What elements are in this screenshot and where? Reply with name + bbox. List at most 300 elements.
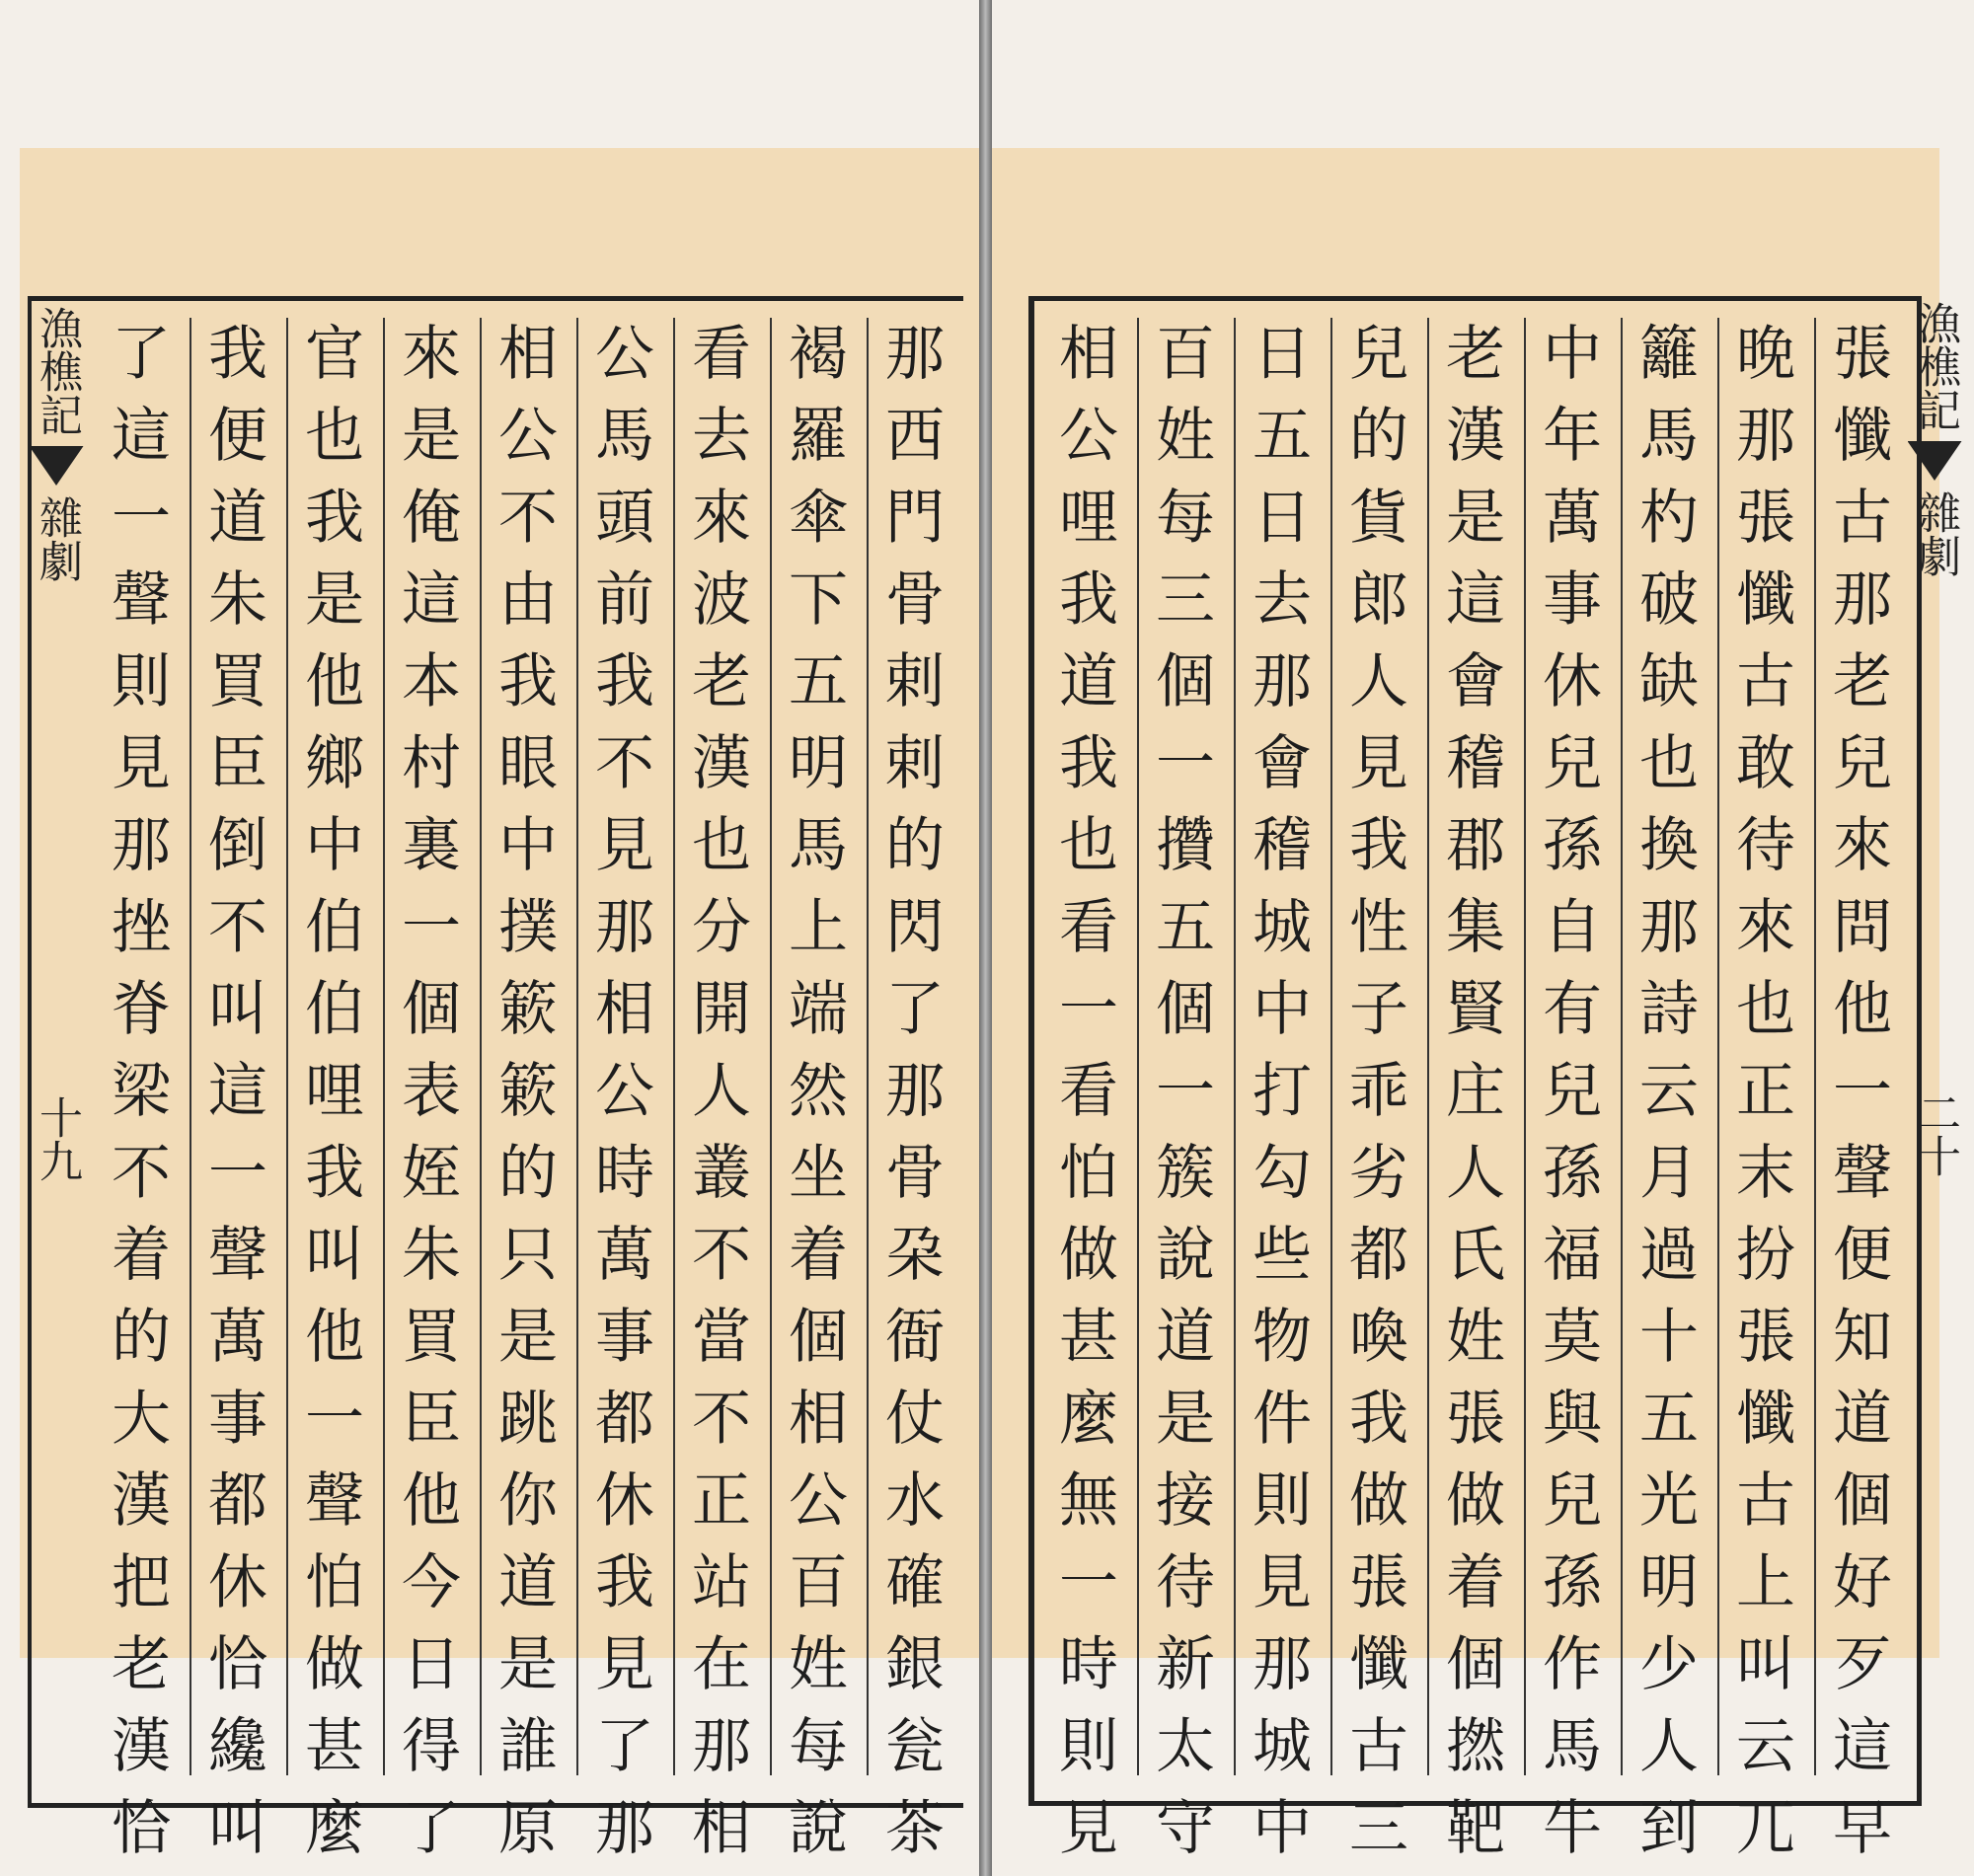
character: 脊 xyxy=(112,975,171,1044)
character: 兒 xyxy=(1543,729,1602,798)
left-column-rule xyxy=(867,318,869,1775)
character: 事 xyxy=(1543,565,1602,635)
character: 相 xyxy=(1059,320,1118,389)
character: 中 xyxy=(1543,320,1602,389)
character: 是 xyxy=(1446,484,1505,553)
character: 馬 xyxy=(1639,402,1699,471)
character: 簌 xyxy=(498,1057,558,1126)
character: 乖 xyxy=(1349,1057,1408,1126)
character: 他 xyxy=(402,1466,461,1536)
right-column-rule xyxy=(1717,318,1719,1775)
character: 是 xyxy=(1156,1385,1215,1454)
character: 撚 xyxy=(1446,1712,1505,1781)
character: 恰 xyxy=(112,1794,171,1863)
character: 萬 xyxy=(208,1303,267,1372)
character: 買 xyxy=(208,647,267,716)
character: 波 xyxy=(692,565,751,635)
character: 來 xyxy=(1833,811,1892,880)
character: 郎 xyxy=(1349,565,1408,635)
character: 一 xyxy=(1059,1548,1118,1617)
left-text-column xyxy=(683,314,760,1870)
left-column-rule xyxy=(770,318,772,1775)
character: 一 xyxy=(402,893,461,962)
character: 件 xyxy=(1253,1385,1312,1454)
character: 撲 xyxy=(498,893,558,962)
character: 城 xyxy=(1253,1712,1312,1781)
character: 中 xyxy=(498,811,558,880)
character: 本 xyxy=(402,647,461,716)
character: 月 xyxy=(1639,1139,1699,1208)
character: 中 xyxy=(1253,975,1312,1044)
character: 那 xyxy=(112,811,171,880)
character: 梁 xyxy=(112,1057,171,1126)
character: 當 xyxy=(692,1303,751,1372)
right-text-column xyxy=(1824,314,1901,1870)
character: 做 xyxy=(1349,1466,1408,1536)
character: 做 xyxy=(305,1630,364,1699)
character: 也 xyxy=(1059,811,1118,880)
character: 正 xyxy=(692,1466,751,1536)
character: 傘 xyxy=(789,484,848,553)
character: 年 xyxy=(1543,402,1602,471)
left-page-margin xyxy=(32,306,81,1182)
character: 站 xyxy=(692,1548,751,1617)
character: 與 xyxy=(1543,1385,1602,1454)
character: 兀 xyxy=(1736,1794,1795,1863)
character: 劣 xyxy=(1349,1139,1408,1208)
left-column-rule xyxy=(480,318,482,1775)
character: 牛 xyxy=(1543,1794,1602,1863)
character: 那 xyxy=(1253,1630,1312,1699)
character: 懺 xyxy=(1736,565,1795,635)
left-text-column xyxy=(586,314,663,1870)
character: 集 xyxy=(1446,893,1505,962)
character: 聲 xyxy=(1833,1139,1892,1208)
character: 不 xyxy=(692,1385,751,1454)
character: 一 xyxy=(112,484,171,553)
left-folio: 十九 xyxy=(32,1095,82,1182)
character: 萬 xyxy=(1543,484,1602,553)
character: 老 xyxy=(112,1630,171,1699)
character: 好 xyxy=(1833,1548,1892,1617)
character: 郡 xyxy=(1446,811,1505,880)
character: 賢 xyxy=(1446,975,1505,1044)
right-column-rule xyxy=(1137,318,1139,1775)
character: 挫 xyxy=(112,893,171,962)
character: 恰 xyxy=(208,1630,267,1699)
left-text-column xyxy=(103,314,180,1870)
character: 姪 xyxy=(402,1139,461,1208)
character: 過 xyxy=(1639,1221,1699,1290)
character: 甚 xyxy=(1059,1303,1118,1372)
character: 他 xyxy=(305,1303,364,1372)
right-column-rule xyxy=(1621,318,1623,1775)
left-text-column xyxy=(393,314,470,1870)
character: 也 xyxy=(1736,975,1795,1044)
character: 叫 xyxy=(305,1221,364,1290)
character: 着 xyxy=(1446,1548,1505,1617)
character: 來 xyxy=(402,320,461,389)
character: 去 xyxy=(1253,565,1312,635)
character: 末 xyxy=(1736,1139,1795,1208)
character: 相 xyxy=(789,1385,848,1454)
character: 伯 xyxy=(305,893,364,962)
character: 公 xyxy=(595,320,654,389)
character: 確 xyxy=(885,1548,945,1617)
character: 來 xyxy=(692,484,751,553)
character: 叫 xyxy=(1736,1630,1795,1699)
character: 那 xyxy=(595,1794,654,1863)
character: 做 xyxy=(1059,1221,1118,1290)
character: 老 xyxy=(1446,320,1505,389)
character: 伯 xyxy=(305,975,364,1044)
character: 看 xyxy=(692,320,751,389)
character: 扮 xyxy=(1736,1221,1795,1290)
character: 端 xyxy=(789,975,848,1044)
character: 些 xyxy=(1253,1221,1312,1290)
character: 了 xyxy=(112,320,171,389)
character: 兒 xyxy=(1543,1466,1602,1536)
character: 聲 xyxy=(112,565,171,635)
character: 老 xyxy=(1833,647,1892,716)
character: 我 xyxy=(305,1139,364,1208)
character: 自 xyxy=(1543,893,1602,962)
character: 日 xyxy=(1253,320,1312,389)
right-column-rule xyxy=(1427,318,1429,1775)
character: 瓮 xyxy=(885,1712,945,1781)
character: 哩 xyxy=(305,1057,364,1126)
character: 個 xyxy=(1156,647,1215,716)
right-text-column xyxy=(1244,314,1321,1870)
character: 聲 xyxy=(305,1466,364,1536)
character: 人 xyxy=(1446,1139,1505,1208)
character: 性 xyxy=(1349,893,1408,962)
character: 那 xyxy=(692,1712,751,1781)
character: 一 xyxy=(208,1139,267,1208)
character: 莫 xyxy=(1543,1303,1602,1372)
character: 早 xyxy=(1833,1794,1892,1863)
character: 到 xyxy=(1639,1794,1699,1863)
left-column-rule xyxy=(383,318,385,1775)
character: 由 xyxy=(498,565,558,635)
character: 我 xyxy=(1349,811,1408,880)
character: 一 xyxy=(1156,1057,1215,1126)
character: 歹 xyxy=(1833,1630,1892,1699)
character: 時 xyxy=(1059,1630,1118,1699)
character: 下 xyxy=(789,565,848,635)
character: 守 xyxy=(1156,1794,1215,1863)
character: 然 xyxy=(789,1057,848,1126)
character: 大 xyxy=(112,1385,171,1454)
character: 今 xyxy=(402,1548,461,1617)
character: 得 xyxy=(402,1712,461,1781)
right-text-column xyxy=(1437,314,1514,1870)
character: 叢 xyxy=(692,1139,751,1208)
character: 叫 xyxy=(208,1794,267,1863)
character: 個 xyxy=(1156,975,1215,1044)
character: 張 xyxy=(1736,1303,1795,1372)
character: 中 xyxy=(305,811,364,880)
character: 五 xyxy=(1156,893,1215,962)
character: 做 xyxy=(1446,1466,1505,1536)
character: 籬 xyxy=(1639,320,1699,389)
character: 不 xyxy=(692,1221,751,1290)
character: 不 xyxy=(208,893,267,962)
character: 三 xyxy=(1156,565,1215,635)
character: 了 xyxy=(885,975,945,1044)
character: 換 xyxy=(1639,811,1699,880)
character: 明 xyxy=(789,729,848,798)
right-text-column xyxy=(1727,314,1804,1870)
character: 喚 xyxy=(1349,1303,1408,1372)
character: 那 xyxy=(1833,565,1892,635)
character: 知 xyxy=(1833,1303,1892,1372)
left-column-rule xyxy=(673,318,675,1775)
character: 上 xyxy=(1736,1548,1795,1617)
character: 臣 xyxy=(208,729,267,798)
character: 敢 xyxy=(1736,729,1795,798)
character: 則 xyxy=(1253,1466,1312,1536)
character: 是 xyxy=(305,565,364,635)
character: 開 xyxy=(692,975,751,1044)
character: 會 xyxy=(1253,729,1312,798)
right-column-rule xyxy=(1234,318,1236,1775)
character: 公 xyxy=(789,1466,848,1536)
character: 相 xyxy=(692,1794,751,1863)
character: 了 xyxy=(595,1712,654,1781)
character: 我 xyxy=(208,320,267,389)
character: 只 xyxy=(498,1221,558,1290)
character: 不 xyxy=(498,484,558,553)
character: 明 xyxy=(1639,1548,1699,1617)
character: 羅 xyxy=(789,402,848,471)
right-fish-tail-icon xyxy=(1908,441,1962,481)
character: 老 xyxy=(692,647,751,716)
character: 詩 xyxy=(1639,975,1699,1044)
right-margin-title: 漁樵記 xyxy=(1910,301,1960,431)
character: 張 xyxy=(1446,1385,1505,1454)
left-text-column xyxy=(780,314,857,1870)
character: 人 xyxy=(1349,647,1408,716)
character: 都 xyxy=(595,1385,654,1454)
character: 則 xyxy=(1059,1712,1118,1781)
character: 稽 xyxy=(1253,811,1312,880)
character: 太 xyxy=(1156,1712,1215,1781)
character: 福 xyxy=(1543,1221,1602,1290)
character: 去 xyxy=(692,402,751,471)
character: 勾 xyxy=(1253,1139,1312,1208)
left-margin-title: 漁樵記 xyxy=(32,306,82,436)
character: 剌 xyxy=(885,647,945,716)
character: 叫 xyxy=(208,975,267,1044)
character: 靶 xyxy=(1446,1794,1505,1863)
character: 我 xyxy=(595,1548,654,1617)
character: 眼 xyxy=(498,729,558,798)
character: 會 xyxy=(1446,647,1505,716)
character: 剌 xyxy=(885,729,945,798)
character: 銀 xyxy=(885,1630,945,1699)
character: 我 xyxy=(1059,729,1118,798)
character: 都 xyxy=(208,1466,267,1536)
character: 不 xyxy=(112,1139,171,1208)
character: 光 xyxy=(1639,1466,1699,1536)
character: 道 xyxy=(208,484,267,553)
character: 無 xyxy=(1059,1466,1118,1536)
right-column-rule xyxy=(1814,318,1816,1775)
character: 新 xyxy=(1156,1630,1215,1699)
character: 孫 xyxy=(1543,811,1602,880)
character: 怕 xyxy=(305,1548,364,1617)
character: 三 xyxy=(1349,1794,1408,1863)
character: 人 xyxy=(692,1057,751,1126)
character: 我 xyxy=(595,647,654,716)
character: 簇 xyxy=(1156,1139,1215,1208)
character: 看 xyxy=(1059,893,1118,962)
character: 公 xyxy=(1059,402,1118,471)
character: 人 xyxy=(1639,1712,1699,1781)
character: 坐 xyxy=(789,1139,848,1208)
character: 簌 xyxy=(498,975,558,1044)
character: 云 xyxy=(1639,1057,1699,1126)
character: 西 xyxy=(885,402,945,471)
character: 是 xyxy=(498,1303,558,1372)
character: 那 xyxy=(1736,402,1795,471)
character: 朱 xyxy=(402,1221,461,1290)
right-folio: 二十 xyxy=(1910,1090,1960,1177)
character: 一 xyxy=(1833,1057,1892,1126)
character: 事 xyxy=(595,1303,654,1372)
character: 物 xyxy=(1253,1303,1312,1372)
character: 兒 xyxy=(1349,320,1408,389)
character: 漢 xyxy=(692,729,751,798)
character: 的 xyxy=(498,1139,558,1208)
character: 門 xyxy=(885,484,945,553)
character: 個 xyxy=(789,1303,848,1372)
character: 五 xyxy=(789,647,848,716)
character: 衙 xyxy=(885,1303,945,1372)
character: 我 xyxy=(1349,1385,1408,1454)
character: 官 xyxy=(305,320,364,389)
left-fish-tail-icon xyxy=(30,446,84,486)
character: 那 xyxy=(885,1057,945,1126)
character: 看 xyxy=(1059,1057,1118,1126)
character: 姓 xyxy=(1446,1303,1505,1372)
character: 的 xyxy=(885,811,945,880)
character: 我 xyxy=(498,647,558,716)
character: 一 xyxy=(1156,729,1215,798)
character: 上 xyxy=(789,893,848,962)
character: 見 xyxy=(112,729,171,798)
character: 這 xyxy=(1446,565,1505,635)
character: 正 xyxy=(1736,1057,1795,1126)
character: 鄉 xyxy=(305,729,364,798)
character: 說 xyxy=(789,1794,848,1863)
character: 萬 xyxy=(595,1221,654,1290)
character: 漢 xyxy=(112,1712,171,1781)
character: 馬 xyxy=(1543,1712,1602,1781)
character: 缺 xyxy=(1639,647,1699,716)
right-text-column xyxy=(1631,314,1708,1870)
character: 道 xyxy=(1156,1303,1215,1372)
character: 的 xyxy=(1349,402,1408,471)
right-page-margin xyxy=(1910,301,1959,1177)
character: 子 xyxy=(1349,975,1408,1044)
character: 仗 xyxy=(885,1385,945,1454)
character: 那 xyxy=(885,320,945,389)
character: 頭 xyxy=(595,484,654,553)
character: 哩 xyxy=(1059,484,1118,553)
character: 怕 xyxy=(1059,1139,1118,1208)
character: 庄 xyxy=(1446,1057,1505,1126)
character: 道 xyxy=(1059,647,1118,716)
character: 懺 xyxy=(1349,1630,1408,1699)
character: 來 xyxy=(1736,893,1795,962)
character: 他 xyxy=(305,647,364,716)
character: 這 xyxy=(402,565,461,635)
character: 那 xyxy=(595,893,654,962)
character: 這 xyxy=(112,402,171,471)
left-text-column xyxy=(490,314,567,1870)
character: 都 xyxy=(1349,1221,1408,1290)
character: 時 xyxy=(595,1139,654,1208)
character: 也 xyxy=(692,811,751,880)
character: 日 xyxy=(402,1630,461,1699)
character: 氏 xyxy=(1446,1221,1505,1290)
character: 古 xyxy=(1736,1466,1795,1536)
character: 張 xyxy=(1736,484,1795,553)
character: 朶 xyxy=(885,1221,945,1290)
character: 古 xyxy=(1736,647,1795,716)
character: 臣 xyxy=(402,1385,461,1454)
character: 聲 xyxy=(208,1221,267,1290)
character: 古 xyxy=(1833,484,1892,553)
character: 我 xyxy=(1059,565,1118,635)
character: 道 xyxy=(498,1548,558,1617)
right-text-column xyxy=(1340,314,1417,1870)
character: 十 xyxy=(1639,1303,1699,1372)
character: 骨 xyxy=(885,1139,945,1208)
character: 相 xyxy=(595,975,654,1044)
right-text-column xyxy=(1147,314,1224,1870)
character: 休 xyxy=(208,1548,267,1617)
character: 個 xyxy=(1833,1466,1892,1536)
character: 原 xyxy=(498,1794,558,1863)
character: 百 xyxy=(1156,320,1215,389)
character: 倒 xyxy=(208,811,267,880)
character: 孫 xyxy=(1543,1139,1602,1208)
character: 見 xyxy=(1059,1794,1118,1863)
character: 漢 xyxy=(112,1466,171,1536)
character: 那 xyxy=(1253,647,1312,716)
character: 我 xyxy=(305,484,364,553)
character: 把 xyxy=(112,1548,171,1617)
character: 褐 xyxy=(789,320,848,389)
right-text-column xyxy=(1050,314,1127,1870)
character: 古 xyxy=(1349,1712,1408,1781)
character: 的 xyxy=(112,1303,171,1372)
right-margin-genre: 雜劇 xyxy=(1910,490,1960,577)
character: 兒 xyxy=(1543,1057,1602,1126)
character: 裏 xyxy=(402,811,461,880)
character: 日 xyxy=(1253,484,1312,553)
character: 待 xyxy=(1156,1548,1215,1617)
character: 攢 xyxy=(1156,811,1215,880)
character: 了 xyxy=(402,1794,461,1863)
character: 表 xyxy=(402,1057,461,1126)
character: 村 xyxy=(402,729,461,798)
character: 有 xyxy=(1543,975,1602,1044)
character: 分 xyxy=(692,893,751,962)
